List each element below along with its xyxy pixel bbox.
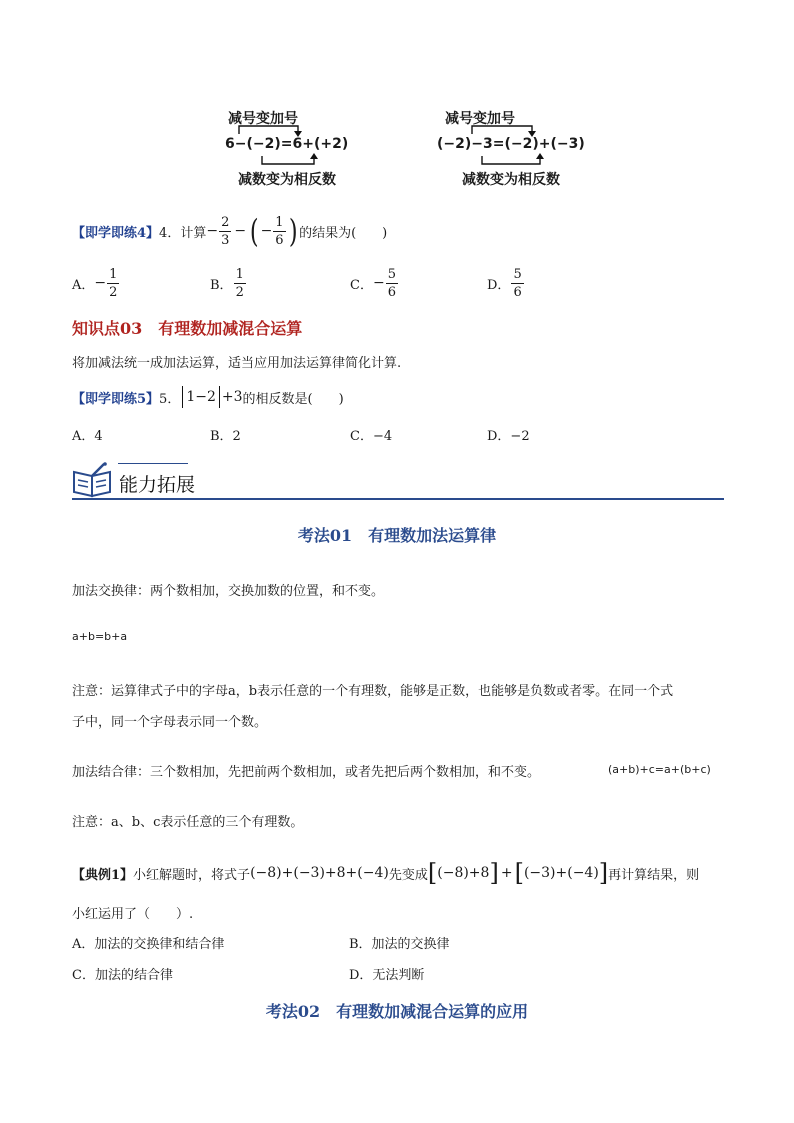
example1-lead: 小红解题时，将式子 bbox=[133, 867, 251, 883]
example1-line2: 小红运用了（ ）. bbox=[72, 907, 194, 922]
example1-option-d: D．无法判断 bbox=[349, 968, 425, 983]
example1-option-b: B．加法的交换律 bbox=[349, 937, 450, 952]
example1-tag: 【典例1】 bbox=[72, 867, 134, 883]
example1-option-a: A．加法的交换律和结合律 bbox=[72, 937, 225, 952]
example1-group1: (−8)+8 bbox=[437, 865, 490, 881]
diagram2-top-label: 减号变加号 bbox=[445, 111, 515, 127]
practice5-plus3: +3 bbox=[221, 389, 243, 405]
practice5-option-d: D．−2 bbox=[487, 429, 530, 444]
book-icon bbox=[70, 462, 116, 500]
practice4-right-paren: ) bbox=[288, 212, 298, 250]
practice4-fraction2: $\frac{1}{6}$ bbox=[275, 214, 284, 248]
practice5-abs-expression: 1−2 bbox=[182, 386, 220, 408]
practice5-tag: 【即学即练5】 bbox=[72, 391, 160, 407]
practice4-tag: 【即学即练4】 bbox=[72, 225, 160, 241]
example1-expression: (−8)+(−3)+8+(−4) bbox=[250, 865, 389, 881]
diagram2-expression: (−2)−3=(−2)+(−3) bbox=[437, 136, 585, 152]
knowledge3-title: 知识点03 有理数加减混合运算 bbox=[72, 319, 303, 338]
section-title-overline bbox=[118, 463, 188, 464]
method1-note1-line1: 注意：运算律式子中的字母a，b表示任意的一个有理数，能够是正数，也能够是负数或者零。在同一个式 bbox=[72, 684, 674, 699]
practice4-option-b: B． $\frac{1}{2}$ bbox=[210, 266, 244, 300]
section-title: 能力拓展 bbox=[119, 474, 196, 496]
example1-mid: 先变成 bbox=[388, 867, 428, 883]
example1-group2: (−3)+(−4) bbox=[523, 865, 599, 881]
diagram2-bottom-label: 减数变为相反数 bbox=[462, 172, 560, 188]
practice5-suffix: 的相反数是( ) bbox=[242, 391, 344, 407]
practice4-fraction1: $\frac{2}{3}$ bbox=[221, 214, 230, 248]
practice5-prefix: 5． bbox=[159, 391, 181, 407]
practice4-option-d: D． $\frac{5}{6}$ bbox=[487, 266, 522, 300]
practice4-neg: − bbox=[206, 223, 219, 239]
practice4-option-c: C． − $\frac{5}{6}$ bbox=[350, 266, 396, 300]
example1-tail: 再计算结果，则 bbox=[608, 867, 700, 883]
method1-associative: 加法结合律：三个数相加，先把前两个数相加，或者先把后两个数相加，和不变。 bbox=[72, 765, 541, 780]
practice5-option-c: C．−4 bbox=[350, 429, 393, 444]
practice4-option-a: A． − $\frac{1}{2}$ bbox=[72, 266, 118, 300]
practice5-option-a: A．4 bbox=[72, 429, 103, 444]
practice4-prefix: 4．计算 bbox=[159, 225, 207, 241]
diagram1-bottom-label: 减数变为相反数 bbox=[238, 172, 336, 188]
practice4-question bbox=[72, 214, 387, 248]
practice5-question bbox=[72, 385, 344, 409]
practice4-minus: − bbox=[234, 223, 247, 239]
method2-title: 考法02 有理数加减混合运算的应用 bbox=[265, 1002, 529, 1021]
practice5-option-b: B．2 bbox=[210, 429, 241, 444]
method1-note2: 注意：a、b、c表示任意的三个有理数。 bbox=[72, 815, 304, 830]
example1-option-c: C．加法的结合律 bbox=[72, 968, 173, 983]
method1-commutative: 加法交换律：两个数相加，交换加数的位置，和不变。 bbox=[72, 584, 385, 599]
method1-title: 考法01 有理数加法运算律 bbox=[297, 526, 497, 545]
diagram1-expression: 6−(−2)=6+(+2) bbox=[225, 136, 349, 152]
method1-formula1: a+b=b+a bbox=[72, 630, 128, 643]
method1-formula2: (a+b)+c=a+(b+c) bbox=[608, 763, 711, 776]
practice4-left-paren: ( bbox=[249, 212, 259, 250]
practice4-inner-neg: − bbox=[260, 223, 273, 239]
method1-note1-line2: 子中，同一个字母表示同一个数。 bbox=[72, 715, 268, 730]
knowledge3-body: 将加减法统一成加法运算，适当应用加法运算律简化计算. bbox=[72, 356, 402, 371]
section-divider bbox=[72, 498, 724, 500]
practice4-suffix: 的结果为( ) bbox=[299, 225, 388, 241]
example1-question: 【典例1】 小红解题时，将式子 (−8)+(−3)+8+(−4) 先变成 [ (−8)+8 ] + [ (−3)+(−4) ] 再计算结果，则 bbox=[72, 859, 700, 887]
diagram1-top-label: 减号变加号 bbox=[228, 111, 298, 127]
